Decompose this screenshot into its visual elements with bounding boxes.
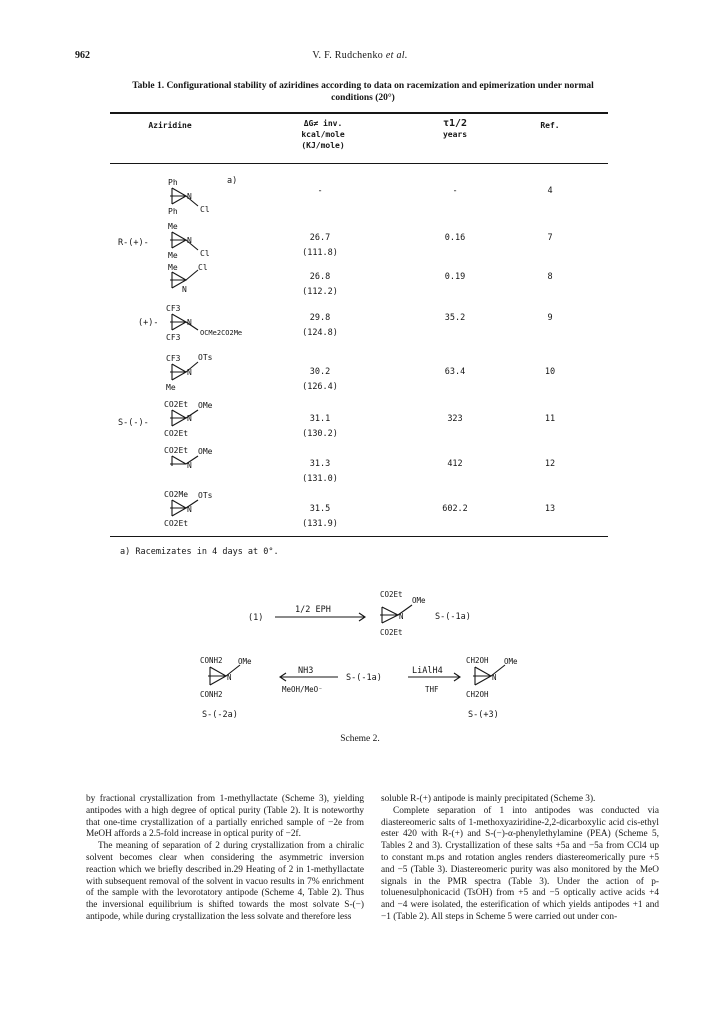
- row6-dgkj: (130.2): [302, 429, 338, 439]
- row1-dg: -: [317, 186, 323, 196]
- struct7-nsub: OMe: [198, 447, 213, 456]
- scheme-right-ome: OMe: [504, 657, 518, 666]
- struct3-n: N: [182, 285, 187, 294]
- scheme-top-ome: OMe: [412, 596, 426, 605]
- row7-dg: 31.3: [309, 459, 331, 469]
- scheme-top-co2et-1: CO2Et: [380, 590, 403, 599]
- row4-dgkj: (124.8): [302, 328, 338, 338]
- scheme-start: (1): [248, 613, 264, 623]
- row4-t: 35.2: [444, 313, 466, 323]
- scheme-left-n: N: [227, 673, 232, 682]
- scheme-right-n: N: [492, 673, 497, 682]
- scheme-right-conditions: THF: [425, 685, 439, 694]
- scheme-top-n: N: [399, 612, 404, 621]
- struct1-top: Ph: [168, 178, 178, 187]
- table-top-rule: [110, 112, 608, 114]
- col-header-dg-line2: kcal/mole: [301, 130, 345, 139]
- row6-ref: 11: [544, 414, 556, 424]
- scheme-right-ch2oh-1: CH2OH: [466, 656, 489, 665]
- row4-dg: 29.8: [309, 313, 331, 323]
- col-header-dg: [278, 118, 368, 151]
- struct8-n: N: [187, 505, 192, 514]
- col-header-aziridine: Aziridine: [148, 121, 192, 130]
- struct1-nsub: Cl: [200, 205, 210, 214]
- running-head-authors: V. F. Rudchenko: [312, 50, 384, 61]
- struct4-top: CF3: [166, 304, 181, 313]
- row6-prefix: S-(-)-: [118, 418, 149, 428]
- row4-prefix: (+)-: [138, 318, 159, 328]
- struct2-top: Me: [168, 222, 178, 231]
- row8-dg: 31.5: [309, 504, 331, 514]
- row3-dg: 26.8: [309, 272, 331, 282]
- struct1-bottom: Ph: [168, 207, 178, 216]
- scheme-2: [150, 575, 570, 725]
- scheme-product-top: S-(-1a): [435, 612, 471, 622]
- struct7-n: N: [187, 461, 192, 470]
- scheme-top-co2et-2: CO2Et: [380, 628, 403, 637]
- struct1-n: N: [187, 192, 192, 201]
- struct6-top: CO2Et: [164, 400, 189, 409]
- struct5-n: N: [187, 368, 192, 377]
- scheme-left-product: S-(-2a): [202, 710, 238, 720]
- col-header-halflife-line2: years: [442, 130, 468, 139]
- struct4-n: N: [187, 318, 192, 327]
- row8-dgkj: (131.9): [302, 519, 338, 529]
- scheme-left-conh2-2: CONH2: [200, 690, 223, 699]
- row2-t: 0.16: [444, 233, 466, 243]
- col-header-dg-line1: ΔG≠ inv.: [303, 119, 343, 128]
- row5-dg: 30.2: [309, 367, 331, 377]
- scheme-left-ome: OMe: [238, 657, 252, 666]
- scheme-reagent-top: 1/2 EPH: [295, 605, 331, 615]
- row5-ref: 10: [544, 367, 556, 377]
- struct8-top: CO2Me: [164, 490, 189, 499]
- scheme-right-ch2oh-2: CH2OH: [466, 690, 489, 699]
- struct5-top: CF3: [166, 354, 181, 363]
- row2-ref: 7: [547, 233, 553, 243]
- scheme-left-conh2-1: CONH2: [200, 656, 223, 665]
- running-head: [0, 50, 720, 61]
- row1-note: a): [227, 176, 238, 186]
- body-column-left: [86, 794, 364, 924]
- struct6-n: N: [187, 414, 192, 423]
- row8-t: 602.2: [442, 504, 468, 514]
- struct6-bottom: CO2Et: [164, 429, 189, 438]
- aziridine-structures: [150, 160, 290, 540]
- struct8-bottom: CO2Et: [164, 519, 189, 528]
- row5-dgkj: (126.4): [302, 382, 338, 392]
- row7-t: 412: [447, 459, 463, 469]
- body-column-right: [381, 794, 659, 924]
- row4-ref: 9: [547, 313, 553, 323]
- row3-t: 0.19: [444, 272, 466, 282]
- struct4-nsub: OCMe2CO2Me: [200, 329, 243, 337]
- struct3-nsub: Cl: [198, 263, 208, 272]
- struct2-nsub: Cl: [200, 249, 210, 258]
- scheme-center: S-(-1a): [346, 673, 382, 683]
- scheme-caption: Scheme 2.: [340, 734, 380, 744]
- row2-prefix: R-(+)-: [118, 238, 149, 248]
- col-header-dg-line3: (KJ/mole): [301, 141, 345, 150]
- body-right-p1: soluble R-(+) antipode is mainly precipitated (Scheme 3).: [381, 794, 596, 804]
- struct2-bottom: Me: [168, 251, 178, 260]
- struct5-bottom: Me: [166, 383, 176, 392]
- col-header-halflife: [425, 118, 485, 140]
- struct8-nsub: OTs: [198, 491, 213, 500]
- row2-dgkj: (111.8): [302, 248, 338, 258]
- row1-ref: 4: [547, 186, 553, 196]
- page-number: 962: [75, 50, 90, 61]
- row8-ref: 13: [544, 504, 556, 514]
- struct7-top: CO2Et: [164, 446, 189, 455]
- row3-dgkj: (112.2): [302, 287, 338, 297]
- row2-dg: 26.7: [309, 233, 331, 243]
- row3-ref: 8: [547, 272, 553, 282]
- row5-t: 63.4: [444, 367, 466, 377]
- scheme-left-conditions: MeOH/MeO⁻: [282, 685, 323, 694]
- struct5-nsub: OTs: [198, 353, 213, 362]
- row7-ref: 12: [544, 459, 556, 469]
- body-left-p2: The meaning of separation of 2 during crystallization from a chiralic solvent becomes clear when considering the asymmetric inversion reaction which we briefly described in.29 Heating of 2 in 1-methyllactate with subsequent removal of the solvent in vacuo results in 7% enrichment of the sample with the levorotatory antipode (Scheme 4, Table 2). Thus the inversional equilibrium is shifted towards the most solvate S-(−) antipode, while during crystallization the less solvate and therefore less: [86, 841, 364, 922]
- table-footnote: a) Racemizates in 4 days at 0°.: [120, 547, 279, 557]
- scheme-right-reagent: LiAlH4: [412, 666, 443, 676]
- scheme-right-product: S-(+3): [468, 710, 499, 720]
- struct4-bottom: CF3: [166, 333, 181, 342]
- col-header-ref: Ref.: [540, 121, 560, 130]
- running-head-etal: et al.: [385, 50, 408, 61]
- struct3-top: Me: [168, 263, 178, 272]
- row6-t: 323: [447, 414, 463, 424]
- struct6-nsub: OMe: [198, 401, 213, 410]
- body-right-p2: Complete separation of 1 into antipodes was conducted via diastereomeric salts of 1-methoxyaziridine-2,2-dicarboxylic acid cis-ethyl ester 420 with R-(+) and S-(−)-α-phenylethylamine (PEA) (Scheme 5, Tables 2 and 3). Crystallization of these salts +5a and −5a from CCl4 up to constant m.ps and rotation angles renders diastereomerically pure +5 and −5 (Table 3). Diastereomeric purity was also monitored by the MeO signals in the PMR spectra (Table 3). Under the action of p-toluenesulphonicacid (TsOH) from +5 and −5 optically active acids +4 and −4 were isolated, the esterification of which yields antipodes +1 and −1 (Table 2). All steps in Scheme 5 were carried out under con-: [381, 805, 659, 922]
- col-header-halflife-line1: τ1/2: [442, 118, 468, 129]
- table-caption: Table 1. Configurational stability of aziridines according to data on racemization and epimerization under normal conditions (20°): [132, 81, 594, 103]
- row1-t: -: [452, 186, 458, 196]
- scheme-left-reagent: NH3: [298, 666, 314, 676]
- row7-dgkj: (131.0): [302, 474, 338, 484]
- body-left-p1: by fractional crystallization from 1-methyllactate (Scheme 3), yielding antipodes with a high degree of optical purity (Table 2). It is noteworthy that one-time crystallization of a partially enriched sample of −2e from MeOH affords a 2.5-fold increase in optical purity of −2f.: [86, 794, 364, 840]
- struct2-n: N: [187, 236, 192, 245]
- row6-dg: 31.1: [309, 414, 331, 424]
